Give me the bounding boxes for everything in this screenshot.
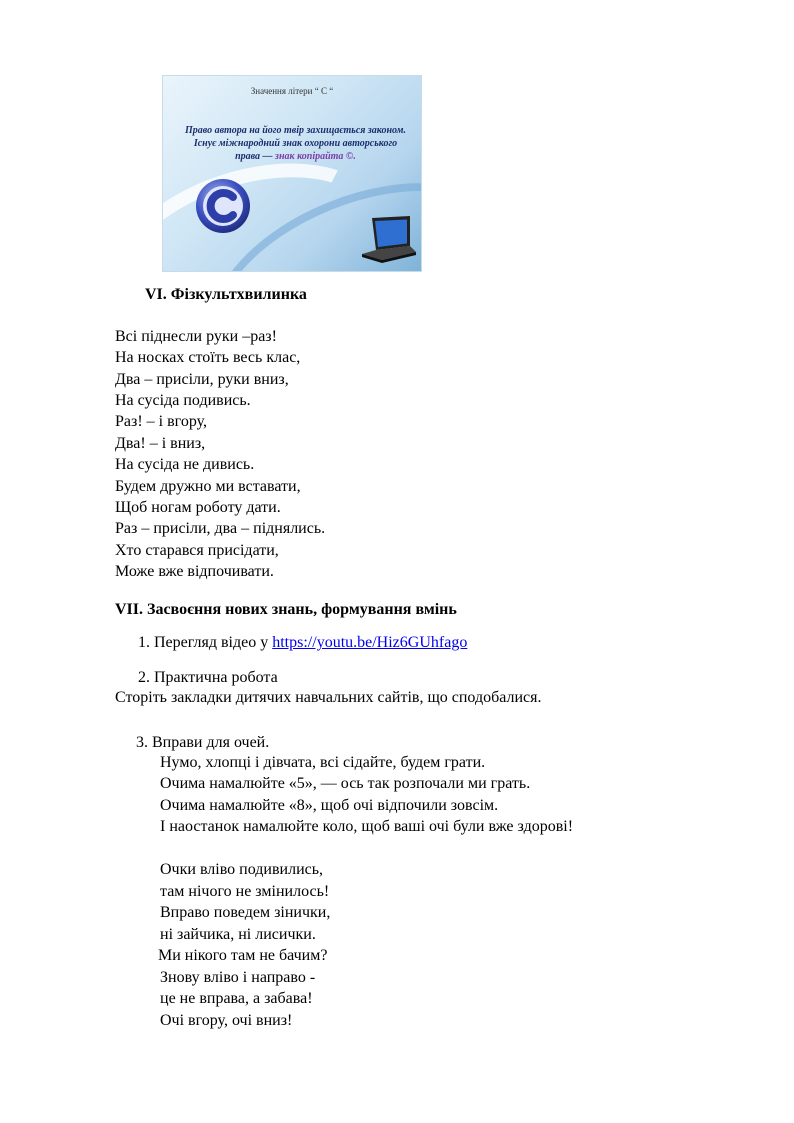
poem-line: Раз – присіли, два – піднялись. bbox=[115, 520, 326, 537]
eyes-poem-line: Знову вліво і направо - bbox=[160, 969, 316, 986]
eyes-poem-line: Очі вгору, очі вниз! bbox=[160, 1012, 293, 1029]
list-item-1-text: 1. Перегляд відео у bbox=[138, 634, 273, 651]
slide-text-accent: знак копірайта ©. bbox=[275, 151, 356, 162]
list-item-2: 2. Практична робота bbox=[138, 669, 278, 686]
slide-text bbox=[183, 124, 408, 163]
poem-line: Два! – і вниз, bbox=[115, 435, 206, 452]
slide-text-body: Право автора на його твір захищається законом. Існує міжнародний знак охорони авторського права — bbox=[184, 125, 407, 162]
poem-line: Будем дружно ми вставати, bbox=[115, 478, 301, 495]
eyes-intro-line: І наостанок намалюйте коло, щоб ваші очі були вже здорові! bbox=[160, 818, 574, 835]
poem-line: Два – присіли, руки вниз, bbox=[115, 371, 289, 388]
poem-line: На сусіда подивись. bbox=[115, 392, 251, 409]
eyes-poem-line: там нічого не змінилось! bbox=[160, 883, 330, 900]
eyes-intro-line: Очима намалюйте «8», щоб очі відпочили зовсім. bbox=[160, 797, 499, 814]
eyes-intro-line: Очима намалюйте «5», — ось так розпочали ми грать. bbox=[160, 775, 531, 792]
eyes-poem-line: це не вправа, а забава! bbox=[160, 990, 313, 1007]
poem-line: Хто старався присідати, bbox=[115, 542, 279, 559]
list-item-3: 3. Вправи для очей. bbox=[136, 734, 270, 751]
poem-line: На сусіда не дивись. bbox=[115, 456, 255, 473]
poem-line: Всі піднесли руки –раз! bbox=[115, 328, 277, 345]
section-7-heading: VII. Засвоєння нових знань, формування вмінь bbox=[115, 601, 457, 618]
laptop-icon bbox=[358, 214, 418, 266]
eyes-poem-line: Вправо поведем зінички, bbox=[160, 904, 331, 921]
eyes-intro-line: Нумо, хлопці і дівчата, всі сідайте, будем грати. bbox=[160, 754, 486, 771]
copyright-icon bbox=[193, 176, 253, 236]
eyes-poem-line: ні зайчика, ні лисички. bbox=[160, 926, 316, 943]
poem-line: Раз! – і вгору, bbox=[115, 413, 207, 430]
copyright-slide-image bbox=[162, 75, 422, 272]
video-link[interactable]: https://youtu.be/Hiz6GUhfago bbox=[272, 634, 468, 651]
poem-line: На носках стоїть весь клас, bbox=[115, 349, 301, 366]
poem-line: Щоб ногам роботу дати. bbox=[115, 499, 281, 516]
slide-title: Значення літери “ С “ bbox=[250, 86, 334, 96]
eyes-poem-line: Очки вліво подивились, bbox=[160, 861, 324, 878]
list-item-2-text: Сторіть закладки дитячих навчальних сайтів, що сподобалися. bbox=[115, 689, 542, 706]
section-6-heading: VI. Фізкультхвилинка bbox=[145, 286, 307, 303]
list-item-1 bbox=[138, 633, 467, 653]
poem-line: Може вже відпочивати. bbox=[115, 563, 274, 580]
eyes-poem-line: Ми нікого там не бачим? bbox=[158, 947, 328, 964]
